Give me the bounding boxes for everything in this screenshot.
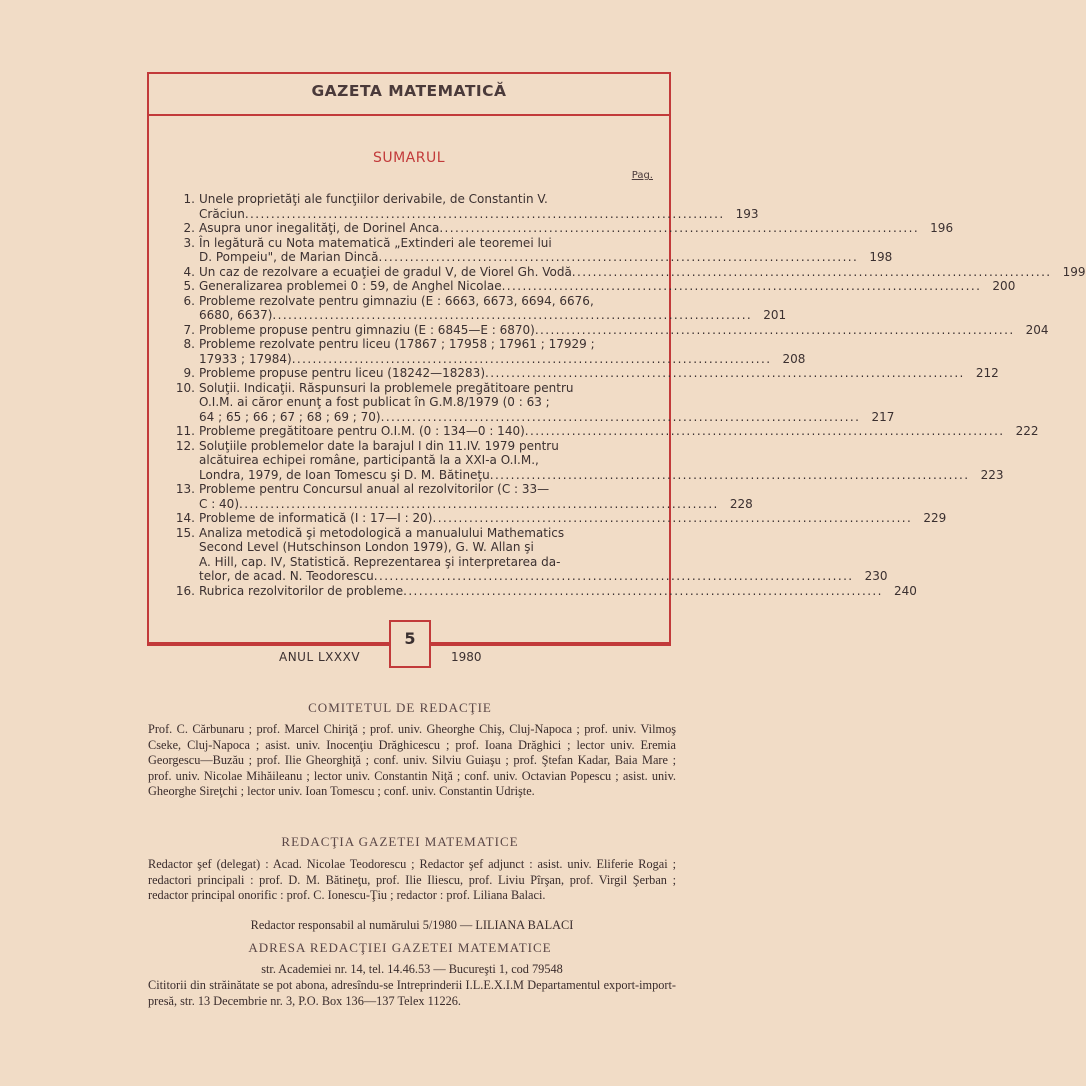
toc-item-line: 17933 ; 17984) bbox=[199, 351, 292, 366]
toc-item bbox=[171, 366, 999, 381]
toc-item-page: 193 bbox=[735, 206, 759, 221]
toc-item-number: 13. bbox=[175, 482, 195, 496]
toc-item-title bbox=[199, 221, 919, 236]
toc-item-line: 6680, 6637) bbox=[199, 308, 273, 322]
dot-leader bbox=[439, 221, 919, 236]
toc-item-last-line bbox=[199, 468, 969, 483]
toc-item-line: Analiza metodică şi metodologică a manualului Mathematics bbox=[199, 525, 565, 540]
toc-item-number: 2. bbox=[183, 221, 195, 235]
dot-leader bbox=[239, 497, 719, 512]
toc-item-line: În legătură cu Nota matematică „Extinderi ale teoremei lui bbox=[199, 235, 552, 250]
toc-item bbox=[171, 192, 759, 221]
issue-year: 1980 bbox=[451, 650, 482, 664]
toc-item-page: 201 bbox=[763, 308, 787, 322]
toc-item-line: Generalizarea problemei 0 : 59, de Anghel Nicolae bbox=[199, 279, 502, 293]
toc-item-title bbox=[199, 236, 858, 265]
dot-leader bbox=[245, 207, 725, 222]
toc-item-last-line bbox=[199, 308, 752, 323]
toc-item-number: 14. bbox=[175, 511, 195, 525]
toc-item-page: 228 bbox=[729, 496, 753, 511]
toc-item bbox=[171, 511, 947, 526]
toc-list bbox=[171, 192, 1086, 598]
summary-title: SUMARUL bbox=[372, 150, 446, 166]
dot-leader bbox=[490, 468, 970, 483]
toc-item-line: Probleme pentru Concursul anual al rezolvitorilor (C : 33— bbox=[199, 482, 550, 496]
issue-band bbox=[147, 629, 671, 672]
toc-item-page: 217 bbox=[871, 409, 895, 424]
title-divider bbox=[149, 114, 669, 116]
toc-item-title bbox=[199, 482, 719, 511]
toc-item-number: 11. bbox=[175, 424, 195, 438]
toc-item-page: 199 bbox=[1062, 264, 1086, 279]
toc-item-line: Soluţiile problemelor date la barajul I din 11.IV. 1979 pentru bbox=[199, 438, 559, 453]
toc-item-last-line bbox=[199, 265, 1052, 280]
toc-item-line: Soluţii. Indicaţii. Răspunsuri la problemele pregătitoare pentru bbox=[199, 380, 574, 395]
toc-item bbox=[171, 583, 917, 599]
dot-leader bbox=[403, 584, 883, 599]
dot-leader bbox=[272, 308, 752, 323]
toc-item-page: 196 bbox=[930, 221, 954, 235]
toc-item-last-line bbox=[199, 279, 981, 294]
toc-item-number: 8. bbox=[183, 337, 195, 351]
toc-item-title bbox=[199, 323, 1015, 338]
toc-item-last-line bbox=[199, 410, 860, 425]
toc-item-number: 5. bbox=[183, 279, 195, 293]
toc-item-line: Crăciun bbox=[199, 206, 245, 221]
toc-item-line: Asupra unor inegalităţi, de Dorinel Anca bbox=[199, 221, 440, 235]
toc-item-last-line bbox=[199, 497, 719, 512]
journal-title: GAZETA MATEMATICĂ bbox=[311, 82, 507, 100]
band-line-left bbox=[147, 642, 389, 644]
toc-item-last-line bbox=[199, 424, 1005, 439]
toc-item-title bbox=[199, 337, 771, 366]
toc-item-last-line bbox=[199, 511, 912, 526]
toc-item-page: 204 bbox=[1025, 322, 1049, 337]
toc-item-number: 15. bbox=[175, 525, 195, 540]
toc-item-title bbox=[199, 584, 883, 599]
toc-item-page: 229 bbox=[923, 511, 947, 525]
toc-item-title bbox=[199, 439, 969, 483]
toc-item-line: 64 ; 65 ; 66 ; 67 ; 68 ; 69 ; 70) bbox=[199, 409, 381, 424]
dot-leader bbox=[525, 424, 1005, 439]
toc-item-page: 240 bbox=[893, 583, 917, 598]
toc-item bbox=[171, 482, 753, 511]
toc-item-last-line bbox=[199, 366, 965, 381]
toc-item-line: C : 40) bbox=[199, 496, 240, 511]
toc-item-title bbox=[199, 294, 752, 323]
toc-item-line: D. Pompeiu", de Marian Dincă bbox=[199, 250, 379, 264]
toc-item-line: Rubrica rezolvitorilor de probleme bbox=[199, 583, 404, 598]
toc-item-line: O.I.M. ai căror enunţ a fost publicat în G.M.8/1979 (0 : 63 ; bbox=[199, 395, 550, 409]
committee-text: Prof. C. Cărbunaru ; prof. Marcel Chiriţă ; prof. univ. Gheorghe Chiş, Cluj-Napoca ; prof. univ. Vilmoş Cseke, Cluj-Napoca ; asist. univ. Inocenţiu Drăghicescu ; prof. Ioana Drăghici ; lector univ. Eremia Georgescu—Buzău ; prof. Ilie Gheorghiţă ; conf. univ. Silviu Guiaşu ; prof. Ştefan Kadar, Baia Mare ; prof. univ. Nicolae Mihăileanu ; lector univ. Constantin Niţă ; conf. univ. Octavian Popescu ; asist. univ. Gheorghe Sireţchi ; lector univ. Ioan Tomescu ; conf. univ. Constantin Udrişte. bbox=[148, 722, 676, 798]
toc-item-line: Londra, 1979, de Ioan Tomescu şi D. M. Bătineţu bbox=[199, 467, 490, 482]
dot-leader bbox=[292, 352, 772, 367]
toc-item-number: 1. bbox=[183, 192, 195, 206]
toc-item-line: Probleme de informatică (I : 17—I : 20) bbox=[199, 511, 433, 525]
toc-item-number: 4. bbox=[183, 264, 195, 279]
toc-item-last-line bbox=[199, 221, 919, 236]
toc-item-line: Un caz de rezolvare a ecuaţiei de gradul V, de Viorel Gh. Vodă bbox=[199, 264, 572, 279]
toc-item bbox=[171, 293, 787, 323]
toc-item-title bbox=[199, 526, 854, 584]
toc-item-title bbox=[199, 192, 725, 221]
toc-item-line: A. Hill, cap. IV, Statistică. Reprezentarea şi interpretarea da- bbox=[199, 554, 561, 569]
dot-leader bbox=[374, 569, 854, 584]
toc-item bbox=[171, 264, 1086, 280]
toc-item bbox=[171, 235, 893, 265]
volume-label: ANUL LXXXV bbox=[279, 650, 361, 664]
toc-item-page: 212 bbox=[975, 366, 999, 380]
toc-item bbox=[171, 380, 895, 425]
page-column-label: Pag. bbox=[631, 170, 653, 181]
dot-leader bbox=[432, 511, 912, 526]
dot-leader bbox=[381, 410, 861, 425]
toc-item-last-line bbox=[199, 569, 854, 584]
toc-item-number: 10. bbox=[175, 380, 195, 395]
toc-item-page: 200 bbox=[992, 279, 1016, 293]
dot-leader bbox=[572, 265, 1052, 280]
toc-item-number: 16. bbox=[175, 583, 195, 598]
toc-item-line: Probleme propuse pentru liceu (18242—18283) bbox=[199, 366, 486, 380]
toc-item-page: 208 bbox=[782, 351, 806, 366]
responsible-editor: Redactor responsabil al numărului 5/1980 — LILIANA BALACI bbox=[250, 918, 574, 932]
toc-item-number: 3. bbox=[183, 235, 195, 250]
toc-item bbox=[171, 221, 954, 236]
band-line-right bbox=[429, 642, 671, 644]
toc-item-last-line bbox=[199, 207, 725, 222]
toc-item-last-line bbox=[199, 250, 858, 265]
toc-item-line: telor, de acad. N. Teodorescu bbox=[199, 569, 374, 583]
dot-leader bbox=[379, 250, 859, 265]
toc-item-last-line bbox=[199, 323, 1015, 338]
toc-item-line: alcătuirea echipei române, participantă la a XXI-a O.I.M., bbox=[199, 453, 539, 467]
table-of-contents-frame bbox=[147, 72, 1086, 646]
toc-item-number: 6. bbox=[183, 293, 195, 308]
dot-leader bbox=[535, 323, 1015, 338]
toc-item bbox=[171, 438, 1004, 483]
toc-item-title bbox=[199, 265, 1052, 280]
address-line: str. Academiei nr. 14, tel. 14.46.53 — Bucureşti 1, cod 79548 bbox=[261, 962, 563, 976]
toc-item-number: 7. bbox=[183, 322, 195, 337]
toc-item-page: 223 bbox=[980, 467, 1004, 482]
address-title: ADRESA REDACŢIEI GAZETEI MATEMATICE bbox=[248, 940, 552, 955]
toc-item-page: 198 bbox=[869, 250, 893, 264]
toc-item bbox=[171, 525, 888, 584]
toc-item-last-line bbox=[199, 584, 883, 599]
toc-item-number: 9. bbox=[183, 366, 195, 380]
toc-item-line: Probleme rezolvate pentru gimnaziu (E : 6663, 6673, 6694, 6676, bbox=[199, 293, 594, 308]
editorial-office-title: REDACŢIA GAZETEI MATEMATICE bbox=[281, 834, 519, 849]
toc-item-title bbox=[199, 279, 981, 294]
dot-leader bbox=[485, 366, 965, 381]
issue-number: 5 bbox=[404, 629, 416, 648]
toc-item-line: Probleme pregătitoare pentru O.I.M. (0 : 134—0 : 140) bbox=[199, 424, 525, 438]
toc-item-title bbox=[199, 511, 912, 526]
committee-title: COMITETUL DE REDACŢIE bbox=[308, 700, 492, 715]
dot-leader bbox=[502, 279, 982, 294]
issue-number-box bbox=[389, 620, 431, 668]
toc-item bbox=[171, 424, 1039, 439]
toc-item-line: Probleme propuse pentru gimnaziu (E : 6845—E : 6870) bbox=[199, 322, 535, 337]
toc-item bbox=[171, 337, 806, 366]
toc-item bbox=[171, 322, 1049, 338]
toc-item-line: Second Level (Hutschinson London 1979), G. W. Allan şi bbox=[199, 540, 534, 554]
toc-item bbox=[171, 279, 1016, 294]
toc-item-title bbox=[199, 381, 860, 425]
toc-item-line: Unele proprietăţi ale funcţiilor derivabile, de Constantin V. bbox=[199, 192, 548, 206]
toc-item-line: Probleme rezolvate pentru liceu (17867 ; 17958 ; 17961 ; 17929 ; bbox=[199, 337, 595, 351]
editorial-office-text: Redactor şef (delegat) : Acad. Nicolae Teodorescu ; Redactor şef adjunct : asist. univ. Eliferie Rogai ; redactori principali : prof. D. M. Bătineţu, prof. Ilie Iliescu, prof. Liviu Pîrşan, prof. Virgil Şerban ; redactor principal onorific : prof. C. Ionescu-Ţiu ; redactor : prof. Liliana Balaci. bbox=[148, 857, 676, 902]
toc-item-title bbox=[199, 424, 1005, 439]
toc-item-number: 12. bbox=[175, 438, 195, 453]
toc-item-page: 230 bbox=[864, 569, 888, 583]
toc-item-title bbox=[199, 366, 965, 381]
toc-item-last-line bbox=[199, 352, 771, 367]
subscription-text: Cititorii din străinătate se pot abona, adresîndu-se Intreprinderii I.L.E.X.I.M Departamentul export-import-presă, str. 13 Decembrie nr. 3, P.O. Box 136—137 Telex 11226. bbox=[148, 978, 676, 1008]
toc-item-page: 222 bbox=[1015, 424, 1039, 438]
